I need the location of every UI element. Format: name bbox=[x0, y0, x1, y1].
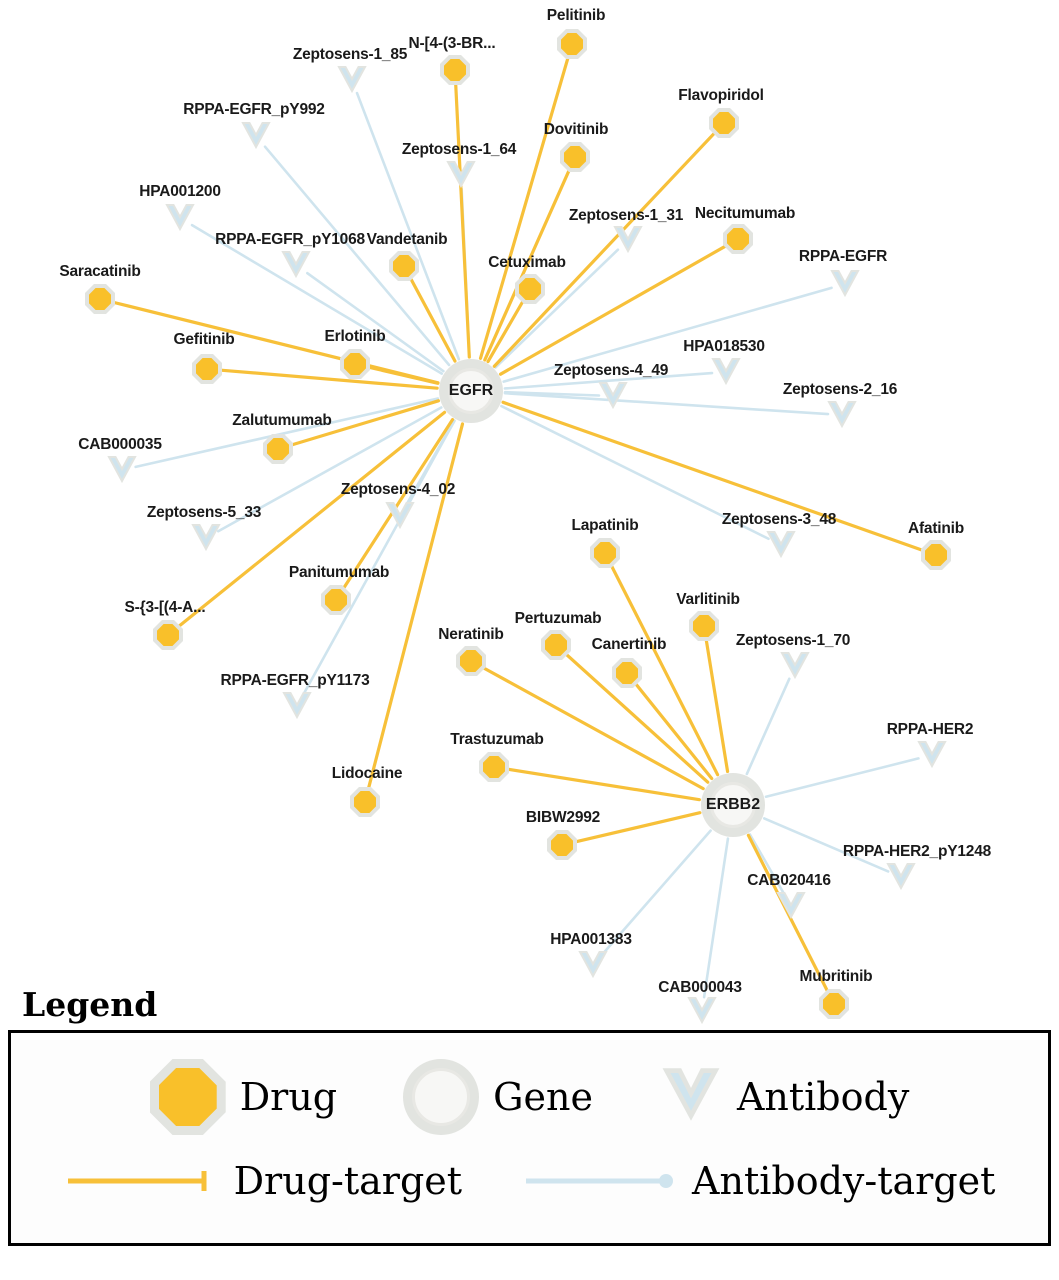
antibody-node[interactable] bbox=[163, 201, 197, 235]
antibody-node-label: RPPA-EGFR_pY992 bbox=[183, 101, 325, 118]
antibody-node-label: CAB020416 bbox=[747, 872, 831, 889]
antibody-chevron-icon bbox=[163, 201, 197, 235]
antibody-chevron-icon bbox=[659, 1065, 723, 1129]
antibody-node[interactable] bbox=[189, 521, 223, 555]
antibody-node[interactable] bbox=[915, 738, 949, 772]
drug-node-label: Vandetanib bbox=[366, 231, 448, 248]
antibody-node[interactable] bbox=[709, 355, 743, 389]
gene-node[interactable] bbox=[701, 773, 765, 837]
antibody-chevron-icon bbox=[280, 689, 314, 723]
drug-node-label: Dovitinib bbox=[543, 121, 609, 138]
antibody-node[interactable] bbox=[105, 453, 139, 487]
antibody-node-label: HPA001383 bbox=[550, 931, 632, 948]
drug-node[interactable] bbox=[153, 620, 183, 650]
legend-label-antibody-target: Antibody-target bbox=[692, 1159, 996, 1203]
antibody-node-label: RPPA-HER2 bbox=[886, 721, 974, 738]
antibody-chevron-icon bbox=[778, 649, 812, 683]
antibody-node-label: CAB000035 bbox=[78, 436, 162, 453]
drug-node[interactable] bbox=[340, 349, 370, 379]
drug-node[interactable] bbox=[440, 55, 470, 85]
antibody-chevron-icon bbox=[189, 521, 223, 555]
drug-node[interactable] bbox=[547, 830, 577, 860]
drug-node[interactable] bbox=[85, 284, 115, 314]
antibody-chevron-icon bbox=[239, 119, 273, 153]
antibody-node-label: Zeptosens-1_64 bbox=[401, 141, 517, 158]
antibody-chevron-icon bbox=[596, 379, 630, 413]
antibody-node[interactable] bbox=[828, 267, 862, 301]
drug-node[interactable] bbox=[723, 224, 753, 254]
antibody-chevron-icon bbox=[915, 738, 949, 772]
drug-node-label: Flavopiridol bbox=[678, 87, 764, 104]
antibody-node[interactable] bbox=[239, 119, 273, 153]
antibody-chevron-icon bbox=[576, 948, 610, 982]
antibody-node-label: Zeptosens-5_33 bbox=[146, 504, 262, 521]
drug-node-label: BIBW2992 bbox=[525, 809, 601, 826]
drug-node-label: Saracatinib bbox=[59, 263, 141, 280]
antibody-node-label: Zeptosens-2_16 bbox=[782, 381, 898, 398]
gene-node[interactable] bbox=[439, 359, 503, 423]
drug-target-edge-icon bbox=[64, 1168, 224, 1194]
gene-node-label: EGFR bbox=[448, 382, 494, 399]
antibody-node[interactable] bbox=[444, 158, 478, 192]
antibody-chevron-icon bbox=[611, 223, 645, 257]
antibody-target-edge-icon bbox=[522, 1168, 682, 1194]
antibody-node-label: RPPA-HER2_pY1248 bbox=[842, 843, 992, 860]
drug-node-label: N-[4-(3-BR... bbox=[408, 35, 496, 52]
antibody-node-label: HPA001200 bbox=[139, 183, 221, 200]
antibody-chevron-icon bbox=[105, 453, 139, 487]
antibody-node[interactable] bbox=[279, 248, 313, 282]
antibody-node[interactable] bbox=[774, 889, 808, 923]
gene-node-label: ERBB2 bbox=[705, 796, 761, 813]
antibody-node[interactable] bbox=[335, 63, 369, 97]
drug-node-label: Pelitinib bbox=[546, 7, 606, 24]
drug-node[interactable] bbox=[456, 646, 486, 676]
drug-node-label: Pertuzumab bbox=[514, 610, 602, 627]
antibody-chevron-icon bbox=[825, 398, 859, 432]
drug-node-label: Lapatinib bbox=[571, 517, 639, 534]
drug-node-label: Lidocaine bbox=[331, 765, 403, 782]
drug-node-label: Varlitinib bbox=[676, 591, 740, 608]
antibody-chevron-icon bbox=[335, 63, 369, 97]
gene-circle-icon bbox=[705, 782, 761, 828]
legend-title: Legend bbox=[22, 985, 158, 1024]
drug-node[interactable] bbox=[921, 540, 951, 570]
drug-node[interactable] bbox=[350, 787, 380, 817]
drug-node-label: Afatinib bbox=[907, 520, 965, 537]
antibody-node[interactable] bbox=[611, 223, 645, 257]
legend bbox=[0, 985, 1059, 1246]
antibody-node[interactable] bbox=[596, 379, 630, 413]
drug-node[interactable] bbox=[557, 29, 587, 59]
drug-node-label: Gefitinib bbox=[173, 331, 235, 348]
antibody-node-label: Zeptosens-1_85 bbox=[292, 46, 408, 63]
antibody-node-label: CAB000043 bbox=[658, 979, 742, 996]
antibody-node[interactable] bbox=[778, 649, 812, 683]
antibody-node-label: RPPA-EGFR_pY1173 bbox=[220, 672, 370, 689]
legend-item-drug bbox=[150, 1059, 337, 1135]
antibody-chevron-icon bbox=[709, 355, 743, 389]
antibody-chevron-icon bbox=[828, 267, 862, 301]
drug-node[interactable] bbox=[479, 752, 509, 782]
drug-node-label: Trastuzumab bbox=[450, 731, 544, 748]
legend-item-antibody bbox=[659, 1065, 909, 1129]
legend-label-gene: Gene bbox=[493, 1075, 593, 1119]
drug-node[interactable] bbox=[612, 658, 642, 688]
legend-box bbox=[8, 1030, 1051, 1246]
drug-node[interactable] bbox=[541, 630, 571, 660]
drug-node[interactable] bbox=[192, 354, 222, 384]
legend-item-drug-target bbox=[64, 1159, 462, 1203]
legend-label-drug-target: Drug-target bbox=[233, 1159, 463, 1203]
drug-node-label: Cetuximab bbox=[488, 254, 566, 271]
drug-node[interactable] bbox=[689, 611, 719, 641]
antibody-node[interactable] bbox=[576, 948, 610, 982]
legend-label-drug: Drug bbox=[239, 1075, 338, 1119]
antibody-node-label: RPPA-EGFR bbox=[798, 248, 888, 265]
drug-octagon-icon bbox=[150, 1059, 226, 1135]
antibody-node[interactable] bbox=[280, 689, 314, 723]
antibody-node[interactable] bbox=[884, 860, 918, 894]
drug-node[interactable] bbox=[560, 142, 590, 172]
drug-node[interactable] bbox=[321, 585, 351, 615]
antibody-node-label: Zeptosens-1_70 bbox=[735, 632, 851, 649]
antibody-node-label: RPPA-EGFR_pY1068 bbox=[215, 231, 365, 248]
antibody-node-label: Zeptosens-1_31 bbox=[568, 207, 684, 224]
drug-node-label: Necitumumab bbox=[694, 205, 796, 222]
drug-node[interactable] bbox=[709, 108, 739, 138]
antibody-node[interactable] bbox=[383, 499, 417, 533]
antibody-chevron-icon bbox=[444, 158, 478, 192]
drug-node[interactable] bbox=[263, 434, 293, 464]
drug-node-label: Panitumumab bbox=[288, 564, 390, 581]
antibody-node-label: Zeptosens-4_49 bbox=[553, 362, 669, 379]
antibody-node-label: Zeptosens-4_02 bbox=[340, 481, 456, 498]
antibody-chevron-icon bbox=[279, 248, 313, 282]
drug-node[interactable] bbox=[389, 251, 419, 281]
drug-node-label: Canertinib bbox=[591, 636, 667, 653]
legend-item-gene bbox=[403, 1059, 593, 1135]
drug-node[interactable] bbox=[515, 274, 545, 304]
legend-label-antibody: Antibody bbox=[736, 1075, 910, 1119]
antibody-chevron-icon bbox=[764, 528, 798, 562]
drug-node[interactable] bbox=[590, 538, 620, 568]
drug-node-label: Erlotinib bbox=[324, 328, 386, 345]
drug-node-label: Mubritinib bbox=[799, 968, 873, 985]
drug-node-label: S-{3-[(4-A... bbox=[124, 599, 206, 616]
legend-item-antibody-target bbox=[522, 1159, 995, 1203]
antibody-node[interactable] bbox=[764, 528, 798, 562]
gene-circle-icon bbox=[448, 368, 494, 414]
antibody-node-label: HPA018530 bbox=[683, 338, 765, 355]
gene-circle-icon bbox=[403, 1059, 479, 1135]
antibody-chevron-icon bbox=[383, 499, 417, 533]
antibody-node-label: Zeptosens-3_48 bbox=[721, 511, 837, 528]
antibody-node[interactable] bbox=[825, 398, 859, 432]
antibody-chevron-icon bbox=[884, 860, 918, 894]
antibody-chevron-icon bbox=[774, 889, 808, 923]
drug-node-label: Zalutumumab bbox=[232, 412, 332, 429]
drug-node-label: Neratinib bbox=[438, 626, 504, 643]
